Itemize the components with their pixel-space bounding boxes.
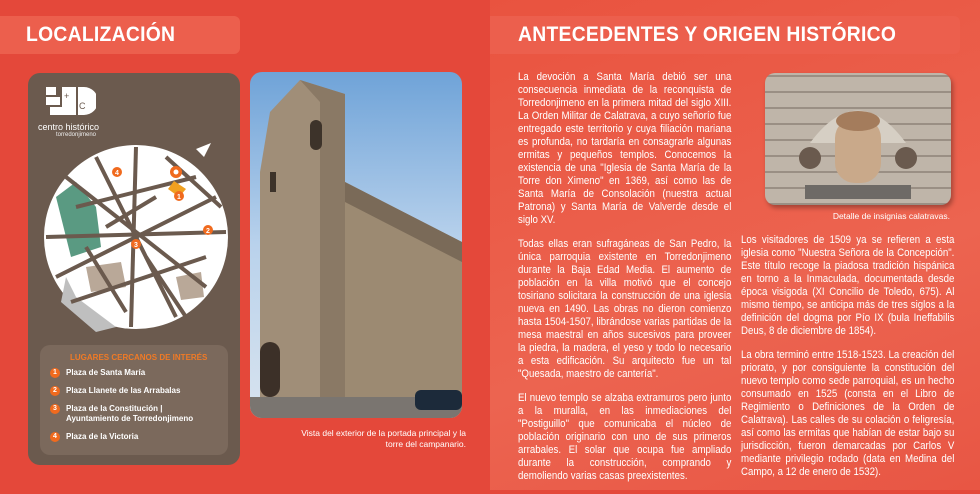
history-column-2: [741, 234, 954, 490]
legend-number: 2: [50, 386, 60, 396]
paragraph: El nuevo templo se alzaba extramuros pero junto a la muralla, en las inmediaciones del "Postiguillo" que comunicaba el núcleo de población originario con uno de sus primeros arrabales. El solar que ocupa fue ampliado durante la construcción, comprando y demoliendo varias casas preexistentes.: [518, 392, 732, 482]
legend-label: Plaza de Santa María: [66, 368, 146, 377]
legend-title: LUGARES CERCANOS DE INTERÉS: [70, 353, 208, 362]
image-caption: Detalle de insignias calatravas.: [832, 211, 950, 221]
legend-number: 3: [50, 404, 60, 414]
street-map[interactable]: [36, 137, 232, 333]
church-photo: [250, 72, 462, 418]
svg-text:C: C: [79, 101, 86, 111]
history-title: ANTECEDENTES Y ORIGEN HISTÓRICO: [518, 23, 897, 46]
north-arrow-icon: [196, 143, 211, 157]
legend-label: Plaza de la Victoria: [66, 432, 139, 441]
svg-text:+: +: [64, 91, 70, 101]
legend-box: [40, 345, 228, 455]
legend-number: 4: [50, 432, 60, 442]
paragraph: Los visitadores de 1509 ya se refieren a esta iglesia como "Nuestra Señora de la Concepción". Este título recoge la piadosa tradición hispánica en torno a la Inmaculada, documentada desde época visigoda (XI Concilio de Toledo, 675). Al mismo tiempo, se anticipa más de tres siglos a la definición del dogma por Pío IX (bula Ineffabilis Deus, 8 de diciembre de 1854).: [741, 234, 955, 337]
localizacion-title: LOCALIZACIÓN: [26, 23, 176, 46]
paragraph: La obra terminó entre 1518-1523. La creación del priorato, y por consiguiente la constitución del nuevo templo como sede parroquial, es un hecho consumado en 1525 (consta en el Libro de Regimiento o Definiciones de la Orden de Calatrava). Las calles de su colación o feligresía, así como las ermitas que habían de estar bajo su jurisdicción, fueron demarcadas por Carlos V mediante privilegio rodado (data en Medina del Campo, a 12 de enero de 1532).: [741, 349, 955, 478]
map-marker-1[interactable]: 1: [177, 194, 181, 201]
history-column-1: [518, 71, 731, 494]
legend-label: Plaza Llanete de las Arrabalas: [66, 386, 181, 395]
calatrava-insignia-photo: [765, 73, 951, 205]
logo-mark-icon: [46, 85, 96, 117]
logo-name: centro histórico: [38, 122, 100, 132]
paragraph: La devoción a Santa María debió ser una consecuencia inmediata de la reconquista de Torredonjimeno en la primera mitad del siglo XIII. La Orden Militar de Calatrava, a cuyo señorío fue entregado este territorio y cuya filiación mariana es profunda, no tardaría en consagrarle algunas ermitas y pequeños templos. Conocemos la existencia de una "Iglesia de Santa María de la Torre don Ximeno" en 1369, así como las de Santa María de Consolación (nuestra actual Patrona) y Santa María de Valverde desde el siglo XV.: [518, 71, 732, 226]
legend-item[interactable]: [50, 386, 218, 396]
map-marker-2[interactable]: 2: [206, 228, 210, 235]
legend-label: Plaza de la Constitución | Ayuntamiento de Torredonjimeno: [66, 404, 194, 423]
legend-number: 1: [50, 368, 60, 378]
church-tower-illustration: [250, 72, 462, 418]
logo-subtitle: torredonjimeno: [56, 132, 97, 138]
centro-historico-logo: [38, 85, 108, 138]
legend-item[interactable]: [50, 404, 218, 424]
legend-item[interactable]: [50, 432, 218, 442]
map-panel: [28, 73, 240, 465]
map-marker-4[interactable]: 4: [115, 170, 119, 177]
photo-caption: Vista del exterior de la portada principal y la torre del campanario.: [301, 428, 466, 449]
legend-item[interactable]: [50, 368, 218, 378]
map-marker-3[interactable]: 3: [134, 242, 138, 249]
paragraph: Todas ellas eran sufragáneas de San Pedro, la única parroquia existente en Torredonjimeno durante la Baja Edad Media. El aumento de población en la villa motivó que el concejo tosiriano solicitara la construcción de una iglesia nueva en 1490. Las obras no dieron comienzo hasta 1504-1507, librándose varias partidas de la mesa maestral en años sucesivos para proveer la piedra, la madera, el yeso y todo lo necesario a esta edificación. Su arquitecto fue un tal "Quesada, maestro de cantería".: [518, 238, 732, 380]
